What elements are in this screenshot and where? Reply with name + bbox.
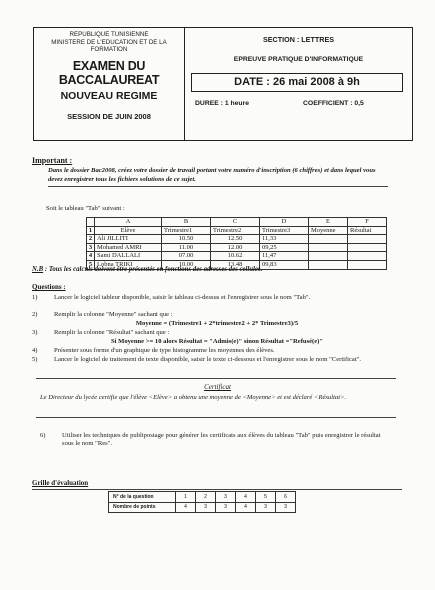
row-label: Nombre de points <box>109 502 176 513</box>
ministry-label: MINISTERE DE L'EDUCATION ET DE LA <box>51 38 167 46</box>
question-6 <box>40 432 405 452</box>
header-cell: Trimestre1 <box>162 226 211 235</box>
table-cell: 11.00 <box>162 243 211 252</box>
table-cell <box>348 243 387 252</box>
header-cell: Résultat <box>348 226 387 235</box>
table-row <box>87 243 387 252</box>
certificat-body: Le Directeur du lycée certifie que l'élève <Elève> a obtenu une moyenne de <Moyenne> et est déclaré <Résultat>. <box>40 394 347 401</box>
table-cell: 13.48 <box>211 260 260 269</box>
table-cell <box>348 235 387 244</box>
table-cell: 10.00 <box>162 260 211 269</box>
institution-block <box>34 31 184 54</box>
question-text: Utiliser les techniques de publipostage pour générer les certificats aux élèves du tableau "Tab" puis enregistrer le résultat sous le nom "Res". <box>62 432 381 448</box>
exam-title: EXAMEN DU BACCALAUREAT <box>58 58 160 87</box>
table-cell: Lobna TRIKI <box>95 260 162 269</box>
table-intro: Soit le tableau "Tab" suivant : <box>46 205 125 212</box>
table-row <box>87 235 387 244</box>
table-cell: Ali JILLITI <box>95 235 162 244</box>
col-letter: C <box>211 218 260 227</box>
header-left-panel <box>34 28 185 140</box>
nb-label: N.B <box>32 266 44 273</box>
epreuve-label: EPREUVE PRATIQUE D'INFORMATIQUE <box>233 56 364 63</box>
question-number: 3) <box>32 329 38 336</box>
grille-title: Grille d'évaluation <box>32 479 89 487</box>
table-cell <box>348 252 387 261</box>
question-text: Remplir la colonne "Moyenne" sachant que : <box>54 311 173 318</box>
spreadsheet <box>86 217 387 270</box>
row-number: 1 <box>87 226 95 235</box>
grid-cell: 4 <box>236 492 256 503</box>
exam-header <box>33 27 413 141</box>
grid-cell: 3 <box>256 502 276 513</box>
table-cell <box>309 243 348 252</box>
table-cell: Mohamed AMRI <box>95 243 162 252</box>
row-number: 3 <box>87 243 95 252</box>
header-cell: Trimestre2 <box>211 226 260 235</box>
grid-cell: 3 <box>216 502 236 513</box>
grid-cell: 6 <box>276 492 296 503</box>
question-number-row <box>109 492 296 503</box>
grading-table <box>108 491 296 513</box>
question-text: Remplir la colonne "Résultat" sachant que : <box>54 329 170 336</box>
nb-note <box>32 266 262 273</box>
spreadsheet-table <box>86 217 387 270</box>
table-cell: 11,47 <box>260 252 309 261</box>
col-letter: A <box>95 218 162 227</box>
question-number: 5) <box>32 356 38 363</box>
header-cell: Elève <box>95 226 162 235</box>
certificat-title: Certificat <box>204 383 231 391</box>
ministry-label-2: FORMATION <box>90 46 128 54</box>
table-cell: 07.00 <box>162 252 211 261</box>
question-text: Présenter sous forme d'un graphique de type histogramme les moyennes des élèves. <box>54 347 275 354</box>
table-cell: 10.50 <box>162 235 211 244</box>
table-cell: 12.50 <box>211 235 260 244</box>
question-number: 1) <box>32 294 38 301</box>
divider <box>48 186 388 187</box>
row-number: 2 <box>87 235 95 244</box>
grid-cell: 5 <box>256 492 276 503</box>
divider <box>36 378 396 379</box>
table-row <box>87 252 387 261</box>
question-text: Lancer le logiciel tableur disponible, saisir le tableau ci-dessus et l'enregistrer sous le nom "Tab". <box>54 294 311 301</box>
table-cell <box>309 235 348 244</box>
nb-text: : Tous les calculs doivent être présentés en fonctions des adresses des cellules. <box>43 266 263 273</box>
question-number: 4) <box>32 347 38 354</box>
corner-cell <box>87 218 95 227</box>
questions-title: Questions : <box>32 283 66 291</box>
duration-label: DUREE : 1 heure <box>195 100 250 107</box>
points-row <box>109 502 296 513</box>
grid-cell: 3 <box>196 502 216 513</box>
table-cell: 12.00 <box>211 243 260 252</box>
table-cell: 11,33 <box>260 235 309 244</box>
col-letter: E <box>309 218 348 227</box>
question-5 <box>32 356 402 376</box>
grid-cell: 3 <box>276 502 296 513</box>
column-letters-row <box>87 218 387 227</box>
table-cell <box>309 252 348 261</box>
grid-cell: 4 <box>176 502 196 513</box>
col-letter: D <box>260 218 309 227</box>
col-letter: F <box>348 218 387 227</box>
header-right-panel <box>185 28 412 140</box>
divider <box>32 489 402 490</box>
table-cell: 09,25 <box>260 243 309 252</box>
grid-cell: 3 <box>216 492 236 503</box>
question-text: Lancer le logiciel de traitement de texte disponible, saisir le texte ci-dessous et l'enregistrer sous le nom "Certificat". <box>54 356 362 363</box>
table-header-row <box>87 226 387 235</box>
header-cell: Moyenne <box>309 226 348 235</box>
divider <box>36 417 396 418</box>
grid-cell: 4 <box>236 502 256 513</box>
resultat-formula: Si Moyenne >= 10 alors Résultat = "Admis(e)" sinon Résultat ="Refusé(e)" <box>110 338 324 345</box>
row-number: 4 <box>87 252 95 261</box>
table-cell <box>309 260 348 269</box>
grid-cell: 2 <box>196 492 216 503</box>
date-box: DATE : 26 mai 2008 à 9h <box>191 73 403 92</box>
table-cell: 09,83 <box>260 260 309 269</box>
grading-grid <box>108 491 296 513</box>
moyenne-formula: Moyenne = (Trimestre1 + 2*trimestre2 + 2* Trimestre3)/5 <box>135 320 299 327</box>
col-letter: B <box>162 218 211 227</box>
grid-cell: 1 <box>176 492 196 503</box>
coefficient-label: COEFFICIENT : 0,5 <box>303 100 364 107</box>
row-number: 5 <box>87 260 95 269</box>
important-title: Important : <box>32 156 73 165</box>
table-cell <box>348 260 387 269</box>
table-cell: 10.62 <box>211 252 260 261</box>
row-label: N° de la question <box>109 492 176 503</box>
important-body: Dans le dossier Bac2008, créez votre dossier de travail portant votre numéro d'inscription (6 chiffres) et dans lequel vous devez enregistrer tous les fichiers solutions de ce sujet. <box>48 167 376 183</box>
question-number: 6) <box>40 432 46 439</box>
header-cell: Trimestre3 <box>260 226 309 235</box>
question-1 <box>32 294 402 306</box>
republic-label: REPUBLIQUE TUNISIENNE <box>69 31 149 38</box>
session-label: SESSION DE JUIN 2008 <box>67 111 151 121</box>
table-cell: Sami DALLALI <box>95 252 162 261</box>
question-number: 2) <box>32 311 38 318</box>
section-label: SECTION : LETTRES <box>262 35 335 44</box>
regime-title: NOUVEAU REGIME <box>60 89 158 102</box>
